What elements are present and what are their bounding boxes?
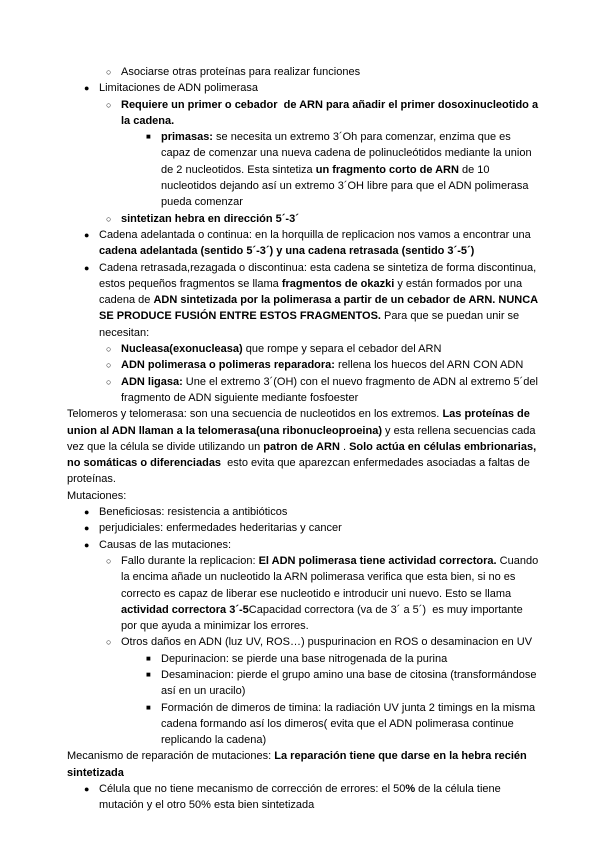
circle-bullet-icon: ○: [106, 213, 112, 224]
list-item: [67, 537, 539, 553]
paragraph-text: Cadena retrasada,rezagada o discontinua: esta cadena se sintetiza de forma discontinua, estos pequeños fragmentos se llama fragmentos de okazki y están formados por una cadena de ADN sintetizada por la polimerasa a partir de un cebador de ARN. NUNCA SE PRODUCE FUSIÓN ENTRE ESTOS FRAGMENTOS. Para que se puedan unir se necesitan:: [99, 261, 541, 339]
paragraph-text: Beneficiosas: resistencia a antibióticos: [99, 506, 288, 519]
list-item: [67, 80, 539, 96]
list-item: [67, 341, 539, 357]
paragraph-text: Cadena adelantada o continua: en la horquilla de replicacion nos vamos a encontrar una cadena adelantada (sentido 5´-3´) y una cadena retrasada (sentido 3´-5´): [99, 228, 534, 258]
paragraph-text: Fallo durante la replicacion: El ADN polimerasa tiene actividad correctora. Cuando la encima añade un nucleotido la ARN polimerasa verifica que esta bien, si no es correcto es capaz de liberar ese nucleotido e introducir uni nuevo. Esto se llama actividad correctora 3´-5Capacidad correctora (va de 3´ a 5´) es muy importante por que ayuda a minimizar los errores.: [121, 554, 542, 633]
disc-bullet-icon: ●: [84, 83, 90, 94]
paragraph-text: Asociarse otras proteínas para realizar funciones: [121, 66, 361, 78]
disc-bullet-icon: ●: [84, 784, 90, 795]
square-bullet-icon: ■: [146, 702, 151, 712]
list-item: [67, 260, 539, 341]
list-item: [67, 553, 542, 634]
paragraph-text: ADN ligasa: Une el extremo 3´(OH) con el nuevo fragmento de ADN al extremo 5´del fragmento de ADN siguiente mediante fosfoester: [121, 375, 542, 404]
disc-bullet-icon: ●: [84, 507, 90, 518]
list-item: [67, 781, 539, 814]
list-item: [67, 634, 539, 650]
paragraph: [67, 406, 539, 487]
square-bullet-icon: ■: [146, 653, 151, 663]
list-item: [67, 520, 539, 536]
circle-bullet-icon: ○: [106, 555, 112, 566]
paragraph-text: Requiere un primer o cebador de ARN para añadir el primer dosoxinucleotido a la cadena.: [121, 98, 542, 127]
list-item: [67, 227, 539, 260]
document-content: [67, 64, 542, 814]
circle-bullet-icon: ○: [106, 637, 112, 648]
list-item: [67, 651, 539, 667]
disc-bullet-icon: ●: [84, 229, 90, 240]
circle-bullet-icon: ○: [106, 360, 112, 371]
paragraph: [67, 748, 539, 781]
paragraph-text: Nucleasa(exonucleasa) que rompe y separa el cebador del ARN: [121, 343, 442, 356]
list-item: [67, 667, 539, 700]
paragraph-text: Desaminacion: pierde el grupo amino una base de citosina (transformándose así en un uracilo): [161, 668, 540, 698]
circle-bullet-icon: ○: [106, 99, 112, 110]
square-bullet-icon: ■: [146, 132, 151, 142]
paragraph-text: Célula que no tiene mecanismo de corrección de errores: el 50% de la célula tiene mutación y el otro 50% esta bien sintetizada: [99, 783, 504, 812]
paragraph-text: Mecanismo de reparación de mutaciones: La reparación tiene que darse en la hebra recién sintetizada: [67, 750, 530, 779]
circle-bullet-icon: ○: [106, 67, 112, 77]
list-item: [67, 374, 542, 407]
paragraph-text: Formación de dimeros de timina: la radiación UV junta 2 timings en la misma cadena formando así los dimeros( evita que el ADN polimerasa continue replicando la cadena): [161, 701, 539, 747]
list-item: [67, 97, 542, 130]
circle-bullet-icon: ○: [106, 344, 112, 355]
paragraph-text: primasas: se necesita un extremo 3´Oh para comenzar, enzima que es capaz de comenzar una nueva cadena de polinucleótidos mediante la union de 2 nucleotidos. Esta sintetiza un fragmento corto de ARN de 10 nucleotidos dejando así un extremo 3´OH libre para que el ADN polimerasa pueda comenzar: [161, 131, 535, 209]
disc-bullet-icon: ●: [84, 262, 90, 273]
list-item: [67, 700, 539, 749]
paragraph-text: Depurinacion: se pierde una base nitrogenada de la purina: [161, 652, 448, 665]
paragraph-text: Otros daños en ADN (luz UV, ROS…) puspurinacion en ROS o desaminacion en UV: [121, 636, 533, 649]
paragraph: [67, 488, 539, 504]
disc-bullet-icon: ●: [84, 539, 90, 550]
paragraph-text: Mutaciones:: [67, 489, 127, 502]
paragraph-text: perjudiciales: enfermedades hederitarias y cancer: [99, 522, 342, 535]
list-item: [67, 211, 539, 227]
list-item: [67, 357, 539, 373]
circle-bullet-icon: ○: [106, 376, 112, 387]
paragraph-text: Telomeros y telomerasa: son una secuencia de nucleotidos en los extremos. Las proteínas de union al ADN llaman a la telomerasa(una ribonucleoproeina) y esta rellena secuencias cada vez que la célula se divide utilizando un patron de ARN . Solo actúa en células embrionarias, no somáticas o diferenciadas esto evita que aparezcan enfermedades asociadas a faltas de proteínas.: [67, 408, 540, 486]
list-item: [67, 504, 539, 520]
list-item: [67, 64, 539, 80]
list-item: [67, 129, 539, 210]
paragraph-text: Causas de las mutaciones:: [99, 538, 232, 551]
paragraph-text: sintetizan hebra en dirección 5´-3´: [121, 212, 299, 225]
paragraph-text: Limitaciones de ADN polimerasa: [99, 82, 258, 95]
square-bullet-icon: ■: [146, 669, 151, 679]
paragraph-text: ADN polimerasa o polimeras reparadora: rellena los huecos del ARN CON ADN: [121, 359, 524, 372]
disc-bullet-icon: ●: [84, 523, 90, 534]
